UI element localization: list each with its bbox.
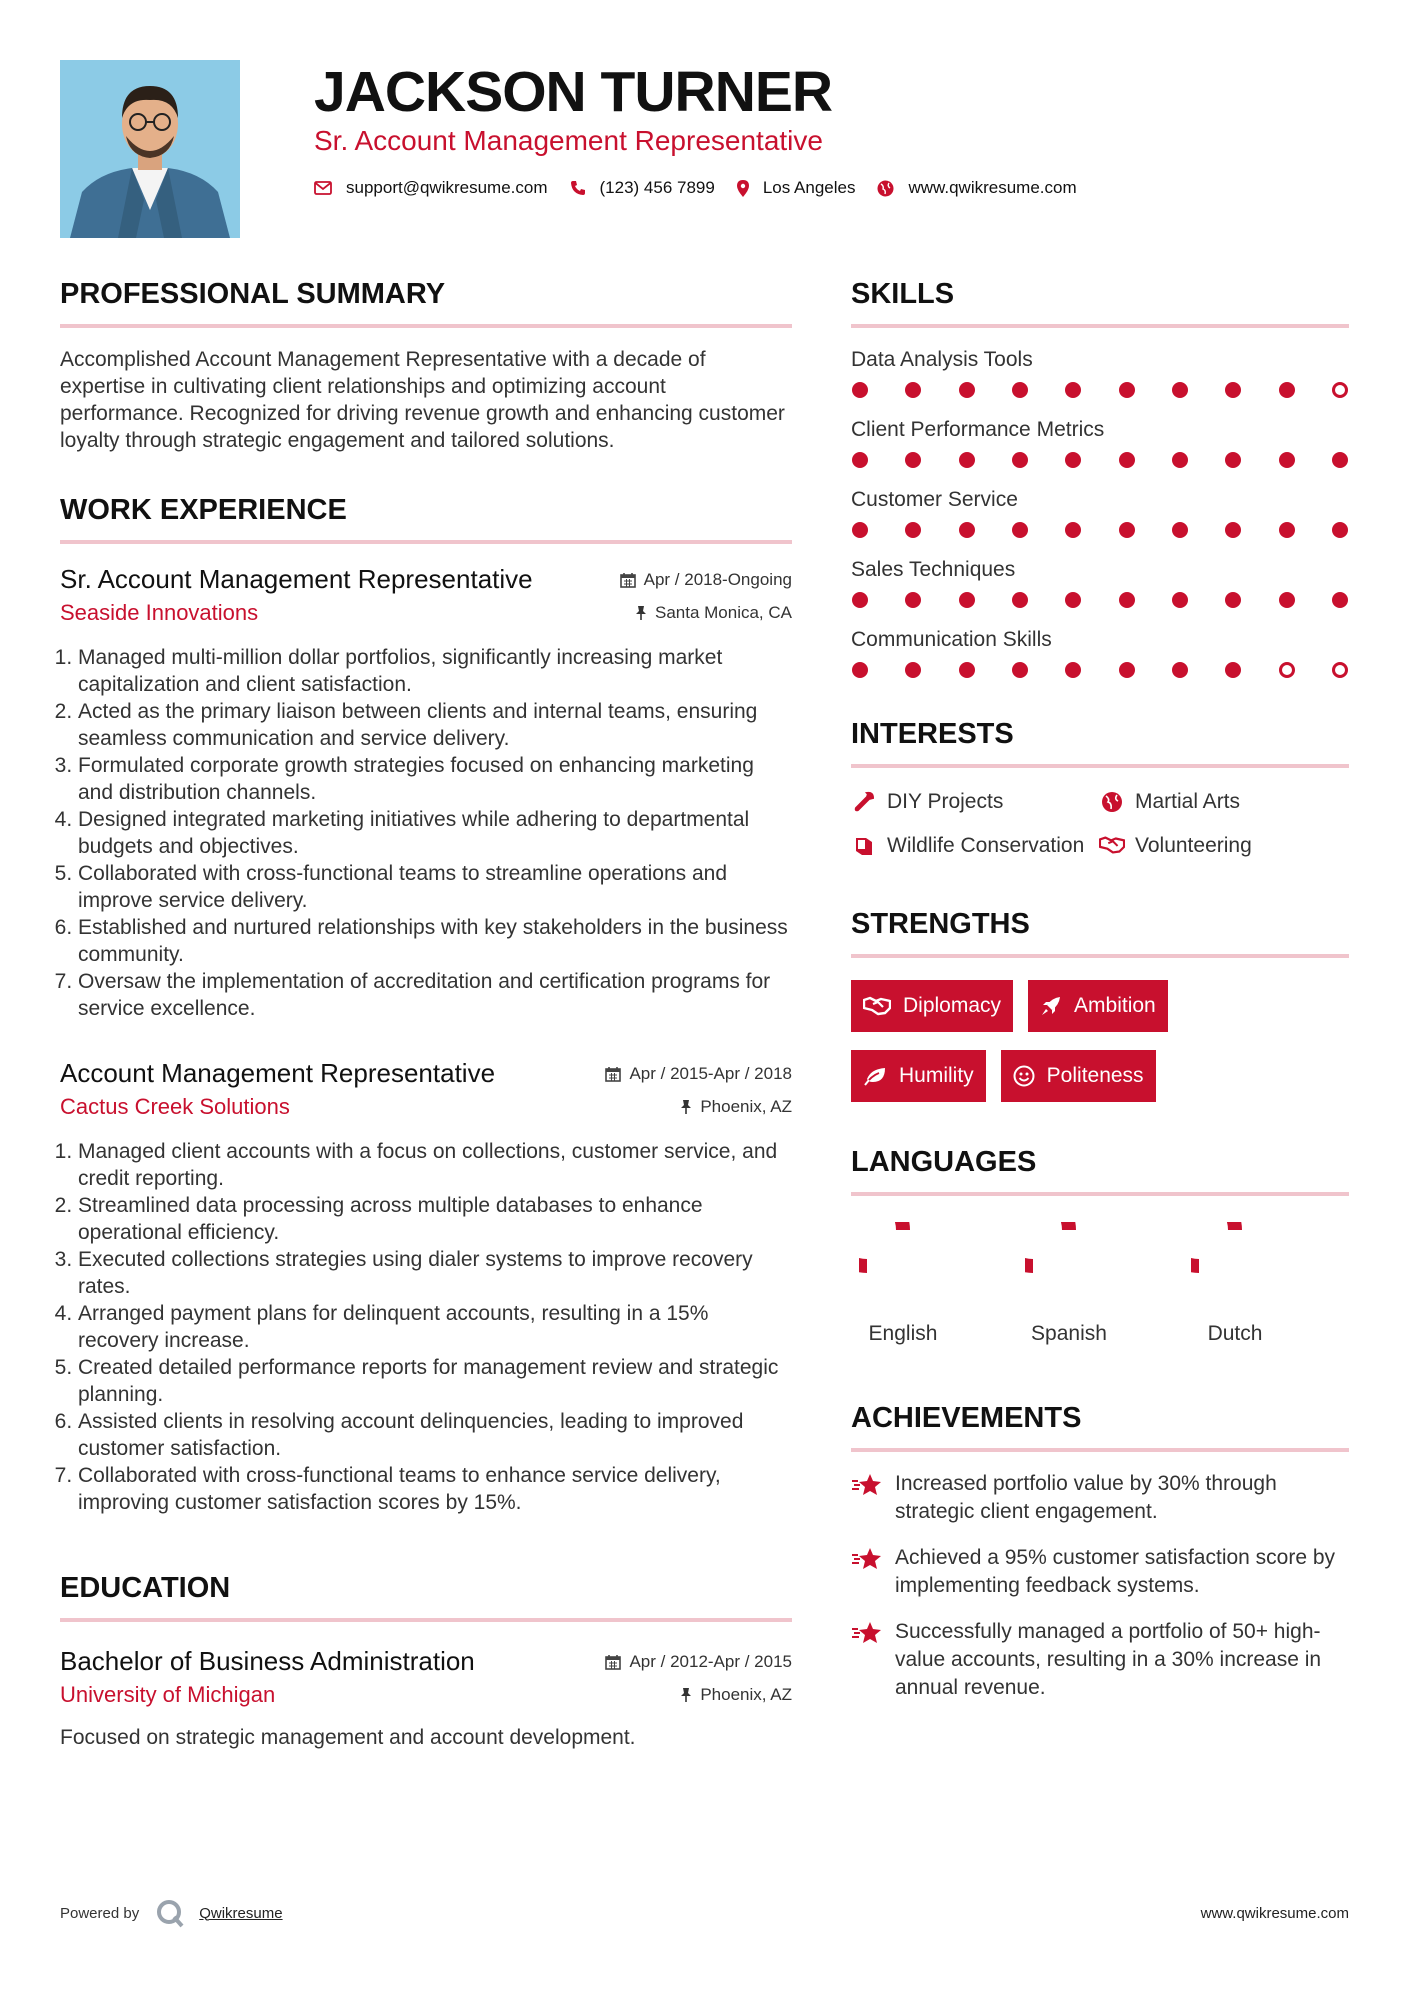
rating-dot-filled xyxy=(1065,662,1081,678)
experience-heading: WORK EXPERIENCE xyxy=(60,490,792,544)
smile-icon xyxy=(1013,1065,1035,1087)
strength-tag xyxy=(1001,1050,1156,1102)
calendar-icon xyxy=(620,572,636,588)
rating-dot-filled xyxy=(1225,452,1241,468)
education-school: University of Michigan xyxy=(60,1682,276,1707)
education-date xyxy=(605,1652,792,1672)
rating-dot-filled xyxy=(959,662,975,678)
phone-icon xyxy=(570,180,586,196)
job-location-text: Phoenix, AZ xyxy=(700,1097,792,1116)
rating-dot-filled xyxy=(1332,452,1348,468)
rating-dot-filled xyxy=(1172,592,1188,608)
job-entry xyxy=(60,562,792,1022)
rating-dot-filled xyxy=(1119,662,1135,678)
job-bullet: 1. Managed client accounts with a focus on collections, customer service, and credit reporting. xyxy=(78,1138,792,1192)
job-company: Seaside Innovations xyxy=(60,600,259,625)
handshake-icon xyxy=(1099,832,1125,855)
interest-item xyxy=(1099,832,1349,860)
rating-dot-filled xyxy=(852,662,868,678)
summary-text: Accomplished Account Management Representative with a decade of expertise in cultivating client relationships and optimizing account performance. Recognized for driving revenue growth and enhancing customer loyalty through strategic engagement and tailored solutions. xyxy=(60,348,785,452)
strength-tag xyxy=(851,1050,986,1102)
education-date-text: Apr / 2012-Apr / 2015 xyxy=(629,1652,792,1671)
leaf-icon xyxy=(863,1066,887,1086)
rating-dot-filled xyxy=(1119,522,1135,538)
interest-label: Volunteering xyxy=(1135,834,1252,857)
globe-icon xyxy=(1099,788,1125,813)
rating-dot-filled xyxy=(1279,452,1295,468)
rating-dot-filled xyxy=(1172,452,1188,468)
strength-label: Ambition xyxy=(1074,994,1156,1017)
skill-name: Communication Skills xyxy=(851,628,1052,651)
job-date-text: Apr / 2015-Apr / 2018 xyxy=(629,1064,792,1083)
education-entry xyxy=(60,1644,792,1751)
job-date xyxy=(605,1064,792,1084)
right-column xyxy=(851,274,1349,1702)
star-icon xyxy=(851,1618,883,1645)
rating-dot-filled xyxy=(959,452,975,468)
achievements-heading: ACHIEVEMENTS xyxy=(851,1398,1349,1452)
contact-email[interactable] xyxy=(314,178,548,198)
rating-dot-filled xyxy=(1332,592,1348,608)
rating-dot-filled xyxy=(852,592,868,608)
job-bullet: 2. Acted as the primary liaison between clients and internal teams, ensuring seamless communication and service delivery. xyxy=(78,698,792,752)
language-gauge-arc xyxy=(1191,1222,1235,1266)
language-item xyxy=(1025,1222,1113,1348)
strength-tag xyxy=(851,980,1013,1032)
rating-dot-filled xyxy=(852,522,868,538)
map-pin-icon xyxy=(737,180,749,197)
rating-dot-filled xyxy=(1012,382,1028,398)
language-item xyxy=(859,1222,947,1348)
job-bullet: 4. Arranged payment plans for delinquent accounts, resulting in a 15% recovery increase. xyxy=(78,1300,792,1354)
language-name: English xyxy=(868,1322,938,1345)
job-bullet: 7. Oversaw the implementation of accreditation and certification programs for service excellence. xyxy=(78,968,792,1022)
language-gauge-arc xyxy=(859,1222,903,1266)
rating-dot-filled xyxy=(1172,382,1188,398)
achievement-item xyxy=(851,1470,1349,1526)
job-bullet: 5. Collaborated with cross-functional teams to streamline operations and improve service delivery. xyxy=(78,860,792,914)
job-bullet: 7. Collaborated with cross-functional teams to enhance service delivery, improving customer satisfaction scores by 15%. xyxy=(78,1462,792,1516)
skill-rating xyxy=(851,452,1349,468)
achievements-list xyxy=(851,1470,1349,1702)
achievement-item xyxy=(851,1544,1349,1600)
language-gauge xyxy=(1191,1222,1279,1310)
rating-dot-filled xyxy=(1012,522,1028,538)
skill-item xyxy=(851,556,1349,608)
education-location-text: Phoenix, AZ xyxy=(700,1685,792,1704)
star-icon xyxy=(851,1470,883,1497)
job-location xyxy=(635,603,792,623)
rating-dot-empty xyxy=(1279,662,1295,678)
rating-dot-filled xyxy=(1065,382,1081,398)
interest-item xyxy=(851,788,1099,816)
pushpin-icon xyxy=(635,605,647,621)
candidate-name: JACKSON TURNER xyxy=(314,60,833,124)
job-bullet: 2. Streamlined data processing across multiple databases to enhance operational efficiency. xyxy=(78,1192,792,1246)
candidate-title: Sr. Account Management Representative xyxy=(314,125,823,156)
achievement-text: Increased portfolio value by 30% through strategic client engagement. xyxy=(895,1472,1277,1523)
interests-list xyxy=(851,788,1349,860)
job-bullets xyxy=(60,644,792,1022)
language-gauge-arc xyxy=(1025,1222,1069,1266)
job-bullet: 5. Created detailed performance reports for management review and strategic planning. xyxy=(78,1354,792,1408)
language-gauge xyxy=(1025,1222,1113,1310)
contact-email-text: support@qwikresume.com xyxy=(346,178,548,197)
rating-dot-filled xyxy=(852,452,868,468)
language-item xyxy=(1191,1222,1279,1348)
rating-dot-filled xyxy=(1279,592,1295,608)
pushpin-icon xyxy=(680,1099,692,1115)
job-bullets xyxy=(60,1138,792,1516)
job-bullet: 6. Established and nurtured relationships with key stakeholders in the business community. xyxy=(78,914,792,968)
interest-label: DIY Projects xyxy=(887,790,1004,813)
rating-dot-filled xyxy=(1279,522,1295,538)
interests-heading: INTERESTS xyxy=(851,714,1349,768)
powered-by-text: Powered by xyxy=(60,1904,140,1922)
rating-dot-filled xyxy=(959,592,975,608)
skill-rating xyxy=(851,592,1349,608)
rating-dot-filled xyxy=(905,662,921,678)
pushpin-icon xyxy=(680,1687,692,1703)
education-heading: EDUCATION xyxy=(60,1568,792,1622)
strength-tag xyxy=(1028,980,1168,1032)
education-description: Focused on strategic management and account development. xyxy=(60,1726,636,1749)
strengths-heading: STRENGTHS xyxy=(851,904,1349,958)
rating-dot-filled xyxy=(1065,592,1081,608)
calendar-icon xyxy=(605,1654,621,1670)
globe-icon xyxy=(877,180,894,197)
language-name: Spanish xyxy=(1031,1322,1107,1345)
skill-rating xyxy=(851,662,1349,678)
skill-item xyxy=(851,486,1349,538)
contact-location xyxy=(737,178,856,198)
achievement-text: Successfully managed a portfolio of 50+ high-value accounts, resulting in a 30% increase in annual revenue. xyxy=(895,1620,1322,1699)
rating-dot-filled xyxy=(1012,662,1028,678)
calendar-icon xyxy=(605,1066,621,1082)
language-gauge xyxy=(859,1222,947,1310)
rating-dot-filled xyxy=(1172,662,1188,678)
rating-dot-filled xyxy=(959,522,975,538)
qwikresume-logo-icon xyxy=(155,1898,185,1928)
skill-item xyxy=(851,416,1349,468)
strengths-list xyxy=(851,980,1211,1102)
job-bullet: 1. Managed multi-million dollar portfolios, significantly increasing market capitalization and client satisfaction. xyxy=(78,644,792,698)
job-bullet: 3. Executed collections strategies using dialer systems to improve recovery rates. xyxy=(78,1246,792,1300)
job-bullet: 4. Designed integrated marketing initiatives while adhering to departmental budgets and objectives. xyxy=(78,806,792,860)
skill-name: Sales Techniques xyxy=(851,558,1016,581)
job-bullet: 6. Assisted clients in resolving account delinquencies, leading to improved customer satisfaction. xyxy=(78,1408,792,1462)
rating-dot-filled xyxy=(1332,522,1348,538)
rating-dot-filled xyxy=(905,592,921,608)
job-role: Sr. Account Management Representative xyxy=(60,564,533,594)
contact-phone-text: (123) 456 7899 xyxy=(599,178,715,197)
skill-rating xyxy=(851,382,1349,398)
job-company: Cactus Creek Solutions xyxy=(60,1094,290,1119)
interest-label: Wildlife Conservation xyxy=(887,834,1085,857)
language-name: Dutch xyxy=(1207,1322,1263,1345)
brand-link[interactable]: Qwikresume xyxy=(199,1904,283,1922)
rating-dot-filled xyxy=(1012,592,1028,608)
interest-item xyxy=(851,832,1099,860)
contact-location-text: Los Angeles xyxy=(762,178,856,197)
skill-item xyxy=(851,346,1349,398)
education-degree: Bachelor of Business Administration xyxy=(60,1646,475,1676)
achievement-item xyxy=(851,1618,1349,1702)
wrench-icon xyxy=(851,788,877,813)
job-role: Account Management Representative xyxy=(60,1058,496,1088)
rating-dot-filled xyxy=(1119,452,1135,468)
skills-list xyxy=(851,346,1349,678)
rating-dot-filled xyxy=(1065,522,1081,538)
rating-dot-filled xyxy=(959,382,975,398)
skill-rating xyxy=(851,522,1349,538)
rating-dot-filled xyxy=(1119,382,1135,398)
job-location-text: Santa Monica, CA xyxy=(654,603,792,622)
rating-dot-filled xyxy=(1225,592,1241,608)
rating-dot-filled xyxy=(1225,662,1241,678)
contact-bar xyxy=(314,178,1099,198)
footer-branding xyxy=(60,1898,283,1928)
rating-dot-filled xyxy=(1012,452,1028,468)
rating-dot-filled xyxy=(905,382,921,398)
interest-label: Martial Arts xyxy=(1135,790,1241,813)
rating-dot-filled xyxy=(1279,382,1295,398)
rating-dot-filled xyxy=(1119,592,1135,608)
envelope-icon xyxy=(314,181,332,195)
skill-name: Data Analysis Tools xyxy=(851,348,1033,371)
contact-website-text: www.qwikresume.com xyxy=(908,178,1077,197)
contact-phone[interactable] xyxy=(570,178,715,198)
skill-item xyxy=(851,626,1349,678)
rating-dot-filled xyxy=(1225,522,1241,538)
job-location xyxy=(680,1097,792,1117)
rating-dot-empty xyxy=(1332,662,1348,678)
rating-dot-filled xyxy=(852,382,868,398)
interest-item xyxy=(1099,788,1349,816)
job-entry xyxy=(60,1056,792,1516)
rating-dot-empty xyxy=(1332,382,1348,398)
strength-label: Politeness xyxy=(1046,1064,1144,1087)
rocket-icon xyxy=(1040,995,1062,1017)
job-bullet: 3. Formulated corporate growth strategies focused on enhancing marketing and distribution channels. xyxy=(78,752,792,806)
star-icon xyxy=(851,1544,883,1571)
rating-dot-filled xyxy=(905,452,921,468)
languages-heading: LANGUAGES xyxy=(851,1142,1349,1196)
rating-dot-filled xyxy=(905,522,921,538)
rating-dot-filled xyxy=(1065,452,1081,468)
job-date xyxy=(620,570,792,590)
skill-name: Customer Service xyxy=(851,488,1018,511)
strength-label: Humility xyxy=(899,1064,974,1087)
rating-dot-filled xyxy=(1225,382,1241,398)
rating-dot-filled xyxy=(1172,522,1188,538)
footer-website[interactable]: www.qwikresume.com xyxy=(1200,1905,1349,1922)
summary-heading: PROFESSIONAL SUMMARY xyxy=(60,274,792,328)
left-column xyxy=(60,274,792,1751)
strength-label: Diplomacy xyxy=(903,994,1002,1017)
book-icon xyxy=(851,832,877,857)
skills-heading: SKILLS xyxy=(851,274,1349,328)
handshake-icon xyxy=(863,996,891,1016)
profile-photo xyxy=(60,60,240,238)
contact-website[interactable] xyxy=(877,178,1076,198)
languages-list xyxy=(851,1222,1349,1348)
job-date-text: Apr / 2018-Ongoing xyxy=(643,570,792,589)
achievement-text: Achieved a 95% customer satisfaction score by implementing feedback systems. xyxy=(895,1546,1336,1597)
education-location xyxy=(680,1685,792,1705)
skill-name: Client Performance Metrics xyxy=(851,418,1105,441)
